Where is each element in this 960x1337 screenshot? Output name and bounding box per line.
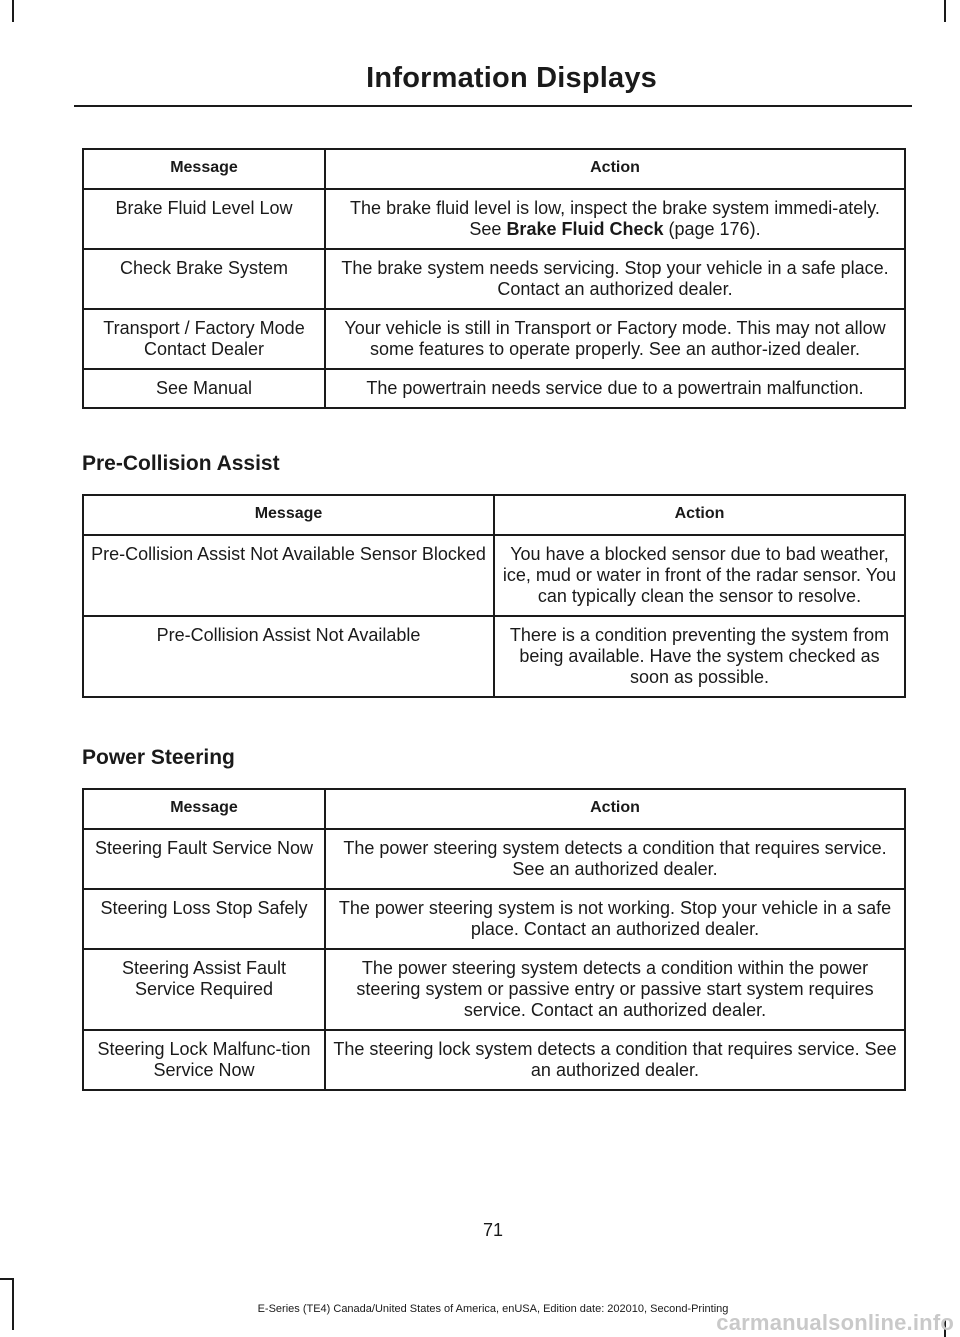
- action-text: The brake fluid level is low, inspect the brake system immedi-ately. See: [350, 198, 880, 239]
- watermark: carmanualsonline.info: [716, 1310, 954, 1335]
- crop-mark: [12, 0, 14, 22]
- edition-footer: E-Series (TE4) Canada/United States of America, enUSA, Edition date: 202010, Second-Printing: [257, 1303, 729, 1315]
- page-number: 71: [482, 1220, 504, 1240]
- column-header-message: Message: [83, 149, 325, 189]
- page-reference: (page 176).: [663, 219, 761, 239]
- message-cell: Brake Fluid Level Low: [83, 189, 325, 249]
- column-header-action: Action: [325, 789, 905, 829]
- table-row: [83, 1030, 905, 1090]
- message-cell: See Manual: [83, 369, 325, 408]
- table-row: [83, 535, 905, 616]
- table-header-row: [83, 495, 905, 535]
- table-row: [83, 949, 905, 1030]
- message-cell: Steering Lock Malfunc-tion Service Now: [83, 1030, 325, 1090]
- table-row: [83, 616, 905, 697]
- crop-mark: [0, 1278, 14, 1280]
- message-cell: Steering Loss Stop Safely: [83, 889, 325, 949]
- section-heading-pre-collision-assist: Pre-Collision Assist: [82, 452, 280, 475]
- table-row: [83, 309, 905, 369]
- power-steering-messages-table: [82, 788, 906, 1091]
- table-row: [83, 249, 905, 309]
- action-cell: The power steering system detects a condition that requires service. See an authorized dealer.: [325, 829, 905, 889]
- action-cell: The powertrain needs service due to a powertrain malfunction.: [325, 369, 905, 408]
- cross-reference-link[interactable]: Brake Fluid Check: [506, 219, 664, 239]
- table-header-row: [83, 149, 905, 189]
- action-cell: The power steering system detects a condition within the power steering system or passive entry or passive start system requires service. Contact an authorized dealer.: [325, 949, 905, 1030]
- crop-mark: [944, 0, 946, 22]
- table-row: [83, 889, 905, 949]
- message-cell: Pre-Collision Assist Not Available Sensor Blocked: [83, 535, 494, 616]
- section-heading-power-steering: Power Steering: [82, 746, 235, 769]
- message-cell: Steering Fault Service Now: [83, 829, 325, 889]
- message-cell: Check Brake System: [83, 249, 325, 309]
- table-row: [83, 369, 905, 408]
- column-header-message: Message: [83, 789, 325, 829]
- action-cell: [325, 189, 905, 249]
- header-divider: [74, 105, 912, 107]
- action-cell: The steering lock system detects a condition that requires service. See an authorized dealer.: [325, 1030, 905, 1090]
- message-cell: Steering Assist Fault Service Required: [83, 949, 325, 1030]
- action-cell: The power steering system is not working. Stop your vehicle in a safe place. Contact an authorized dealer.: [325, 889, 905, 949]
- page-title: Information Displays: [366, 62, 657, 94]
- action-cell: You have a blocked sensor due to bad weather, ice, mud or water in front of the radar sensor. You can typically clean the sensor to resolve.: [494, 535, 905, 616]
- message-cell: Pre-Collision Assist Not Available: [83, 616, 494, 697]
- pre-collision-messages-table: [82, 494, 906, 698]
- message-cell: Transport / Factory Mode Contact Dealer: [83, 309, 325, 369]
- column-header-message: Message: [83, 495, 494, 535]
- action-cell: There is a condition preventing the system from being available. Have the system checked as soon as possible.: [494, 616, 905, 697]
- column-header-action: Action: [494, 495, 905, 535]
- column-header-action: Action: [325, 149, 905, 189]
- brake-messages-table: [82, 148, 906, 409]
- table-row: [83, 189, 905, 249]
- action-cell: The brake system needs servicing. Stop your vehicle in a safe place. Contact an authorized dealer.: [325, 249, 905, 309]
- table-header-row: [83, 789, 905, 829]
- action-cell: Your vehicle is still in Transport or Factory mode. This may not allow some features to operate properly. See an author-ized dealer.: [325, 309, 905, 369]
- table-row: [83, 829, 905, 889]
